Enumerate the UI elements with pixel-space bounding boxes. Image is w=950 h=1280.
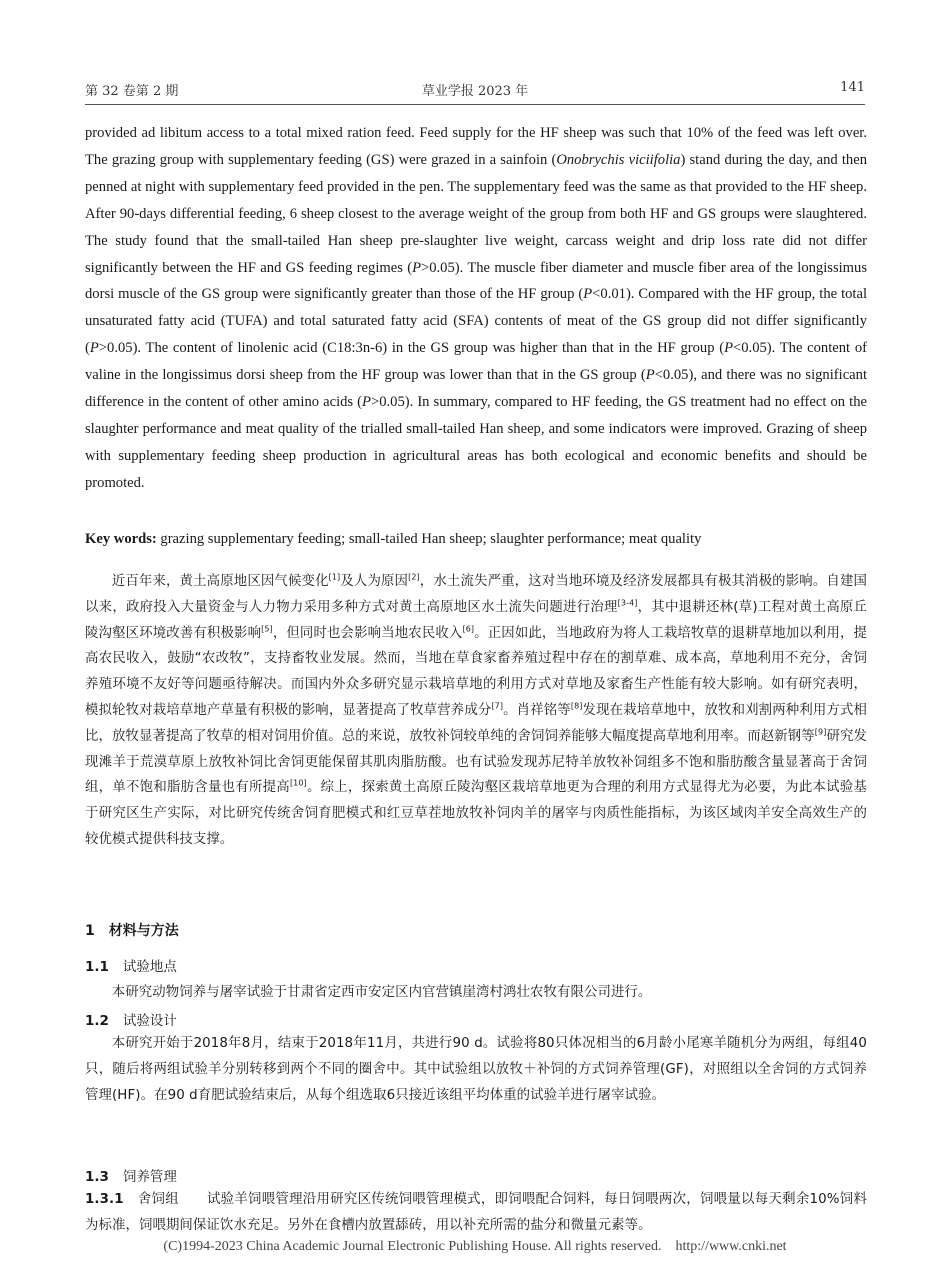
page-number: 141 bbox=[840, 80, 865, 95]
introduction-paragraph: 近百年来，黄土高原地区因气候变化[1]及人为原因[2]，水土流失严重，这对当地环境及经济发展都具有极其消极的影响。自建国以来，政府投入大量资金与人力物力采用多种方式对黄土高原地区水土流失问题进行治理[3-4]，其中退耕还林(草)工程对黄土高原丘陵沟壑区环境改善有积极影响[5]，但同时也会影响当地农民收入[6]。正因如此，当地政府为将人工栽培牧草的退耕草地加以利用，提高农民收入，鼓励“农改牧”，支持畜牧业发展。然而，当地在草食家畜养殖过程中存在的割草难、成本高，草地利用不充分，舍饲养殖环境不友好等问题亟待解决。而国内外众多研究显示栽培草地的利用方式对草地及家畜生产性能有较大影响。如有研究表明，模拟轮牧对栽培草地产草量有积极的影响，显著提高了牧草营养成分[7]。肖祥铭等[8]发现在栽培草地中，放牧和刈割两种利用方式相比，放牧显著提高了牧草的相对饲用价值。总的来说，放牧补饲较单纯的舍饲饲养能够大幅度提高草地利用率。而赵新钢等[9]研究发现滩羊于荒漠草原上放牧补饲比舍饲更能保留其肌肉脂肪酸。也有试验发现苏尼特羊放牧补饲组多不饱和脂肪酸含量显著高于舍饲组，单不饱和脂肪含量也有所提高[10]。综上，探索黄土高原丘陵沟壑区栽培草地更为合理的利用方式显得尤为必要，为此本试验基于研究区生产实际，对比研究传统舍饲育肥模式和红豆草茬地放牧补饲肉羊的屠宰与肉质性能指标，为该区域肉羊安全高效生产的较优模式提供科技支撑。 bbox=[85, 572, 867, 847]
subsection-heading-site: 1.1 试验地点 bbox=[85, 959, 177, 975]
section-heading-materials-methods: 1 材料与方法 bbox=[85, 923, 179, 939]
citation[interactable]: [3-4] bbox=[617, 598, 638, 608]
site-paragraph: 本研究动物饲养与屠宰试验于甘肃省定西市安定区内官营镇崖湾村鸿壮农牧有限公司进行。 bbox=[111, 985, 652, 1000]
copyright-footer: (C)1994-2023 China Academic Journal Electronic Publishing House. All rights reserved. http://www.cnki.net bbox=[163, 1239, 787, 1254]
citation[interactable]: [2] bbox=[408, 572, 420, 582]
subsection-heading-feeding: 1.3 饲养管理 bbox=[85, 1169, 177, 1185]
keywords-label: Key words: bbox=[85, 531, 157, 547]
subsubsection-heading-housed: 1.3.1 bbox=[85, 1192, 124, 1207]
volume-issue: 第 32 卷第 2 期 bbox=[85, 84, 179, 99]
citation[interactable]: [6] bbox=[462, 624, 475, 634]
subsection-heading-design: 1.2 试验设计 bbox=[85, 1013, 177, 1029]
citation[interactable]: [5] bbox=[261, 624, 273, 634]
citation[interactable]: [8] bbox=[570, 701, 583, 711]
running-header bbox=[85, 80, 865, 100]
housed-group-paragraph: 1.3.1 舍饲组 试验羊饲喂管理沿用研究区传统饲喂管理模式，即饲喂配合饲料，每日饲喂两次，饲喂量以每天剩余10%饲料为标准，饲喂期间保证饮水充足。另外在食槽内放置舔砖，用以补充所需的盐分和微量元素等。 bbox=[85, 1192, 867, 1233]
citation[interactable]: [7] bbox=[491, 701, 504, 711]
citation[interactable]: [10] bbox=[289, 778, 307, 788]
journal-name: 草业学报 2023 年 bbox=[421, 84, 529, 99]
citation[interactable]: [9] bbox=[814, 727, 827, 737]
keywords bbox=[85, 526, 867, 552]
design-paragraph: 本研究开始于2018年8月，结束于2018年11月，共进行90 d。试验将80只体况相当的6月龄小尾寒羊随机分为两组，每组40只，随后将两组试验羊分别转移到两个不同的圈舍中。其中试验组以放牧＋补饲的方式饲养管理(GF)，对照组以全舍饲的方式饲养管理(HF)。在90 d育肥试验结束后，从每个组选取6只接近该组平均体重的试验羊进行屠宰试验。 bbox=[85, 1036, 867, 1103]
header-rule bbox=[85, 104, 865, 105]
keywords-text: grazing supplementary feeding; small-tailed Han sheep; slaughter performance; meat quality bbox=[156, 531, 702, 547]
english-abstract: provided ad libitum access to a total mixed ration feed. Feed supply for the HF sheep was such that 10% of the feed was left over. The grazing group with supplementary feeding (GS) were grazed in a sainfoin (Onobrychis viciifolia) stand during the day, and then penned at night with supplementary feed provided in the pen. The supplementary feed was the same as that provided to the HF sheep. After 90-days differential feeding, 6 sheep closest to the average weight of the group from both HF and GS groups were slaughtered. The study found that the small-tailed Han sheep pre-slaughter live weight, carcass weight and drip loss rate did not differ significantly between the HF and GS feeding regimes (P>0.05). The muscle fiber diameter and muscle fiber area of the longissimus dorsi muscle of the GS group were significantly greater than those of the HF group (P<0.01). Compared with the HF group, the total unsaturated fatty acid (TUFA) and total saturated fatty acid (SFA) contents of meat of the GS group did not differ significantly (P>0.05). The content of linolenic acid (C18:3n-6) in the GS group was higher than that in the HF group (P<0.05). The content of valine in the longissimus dorsi sheep from the HF group was lower than that in the GS group (P<0.05), and there was no significant difference in the content of other amino acids (P>0.05). In summary, compared to HF feeding, the GS treatment had no effect on the slaughter performance and meat quality of the trialled small-tailed Han sheep, and some indicators were improved. Grazing of sheep with supplementary feeding sheep production in agricultural areas has both ecological and economic benefits and should be promoted. bbox=[85, 125, 868, 491]
citation[interactable]: [1] bbox=[328, 572, 341, 582]
